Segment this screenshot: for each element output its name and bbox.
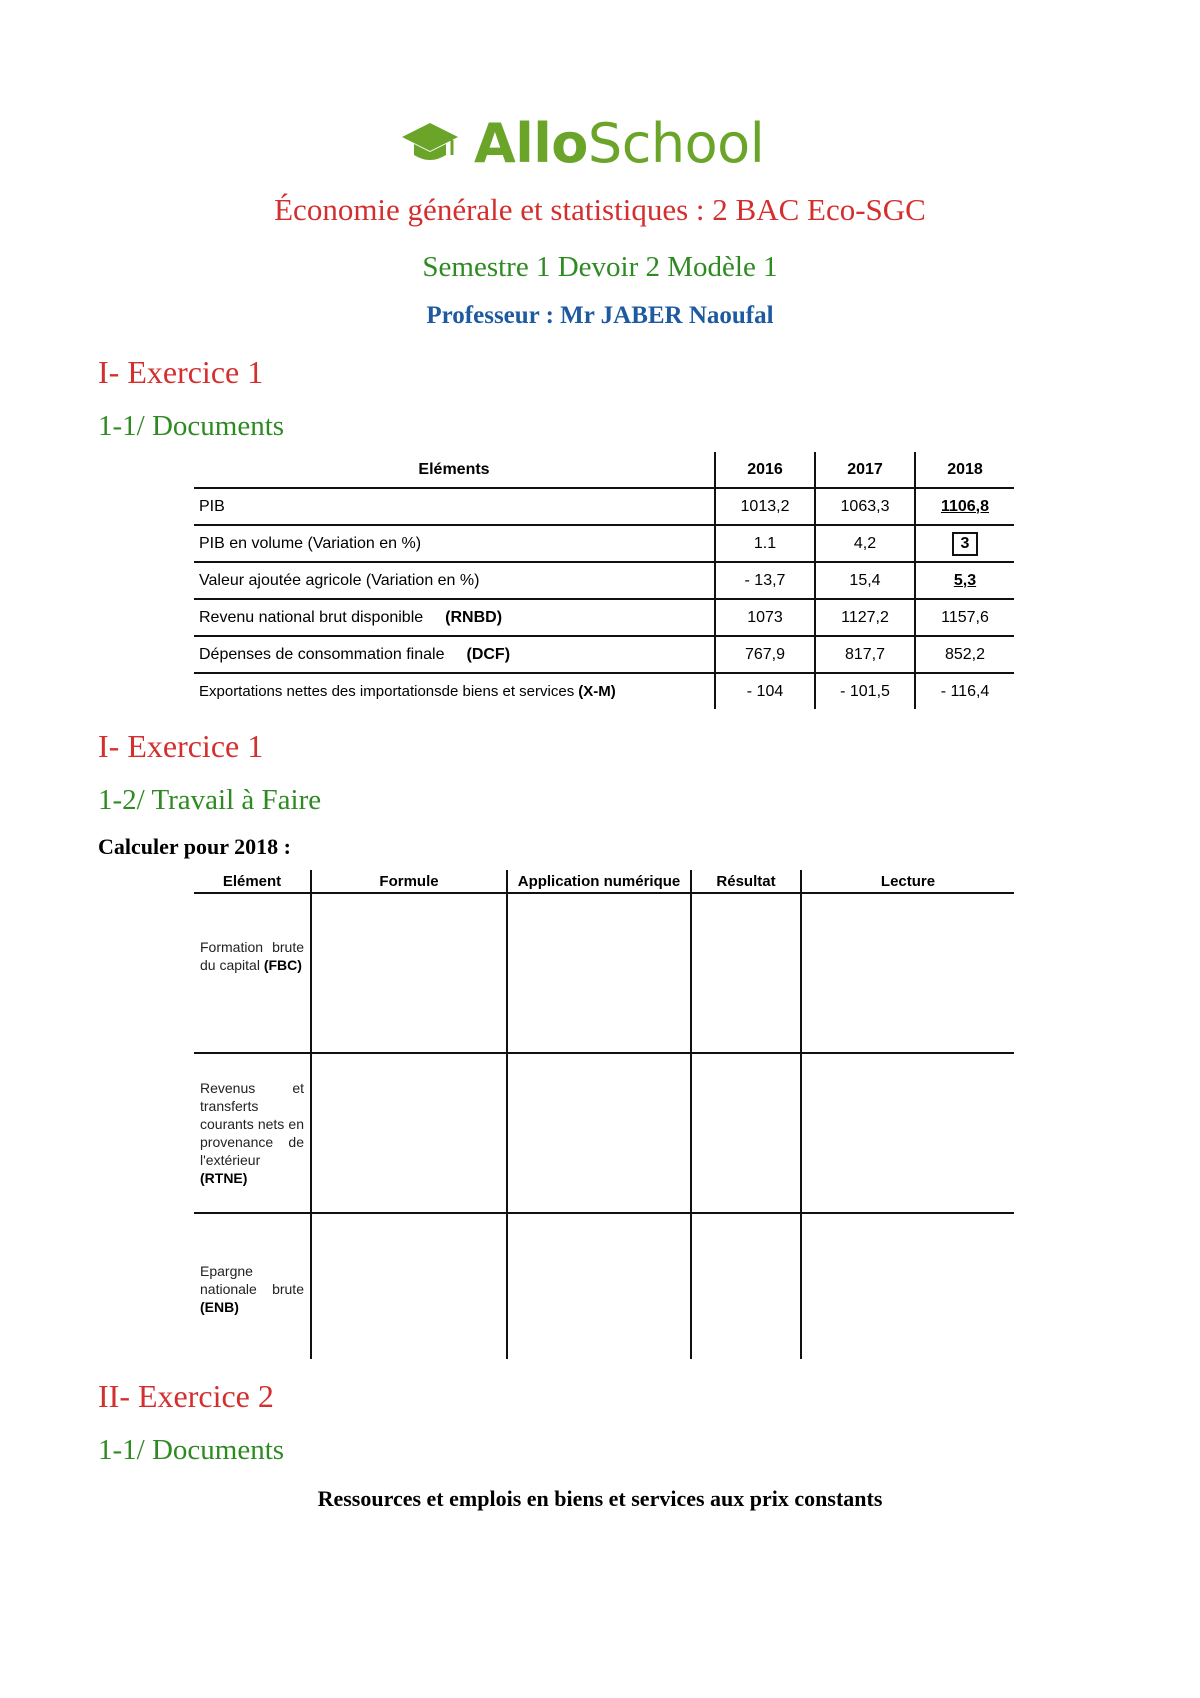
cell-value: 1013,2 <box>715 488 815 525</box>
cell-value: 767,9 <box>715 636 815 673</box>
col-header-lecture: Lecture <box>801 870 1014 893</box>
cell-value: - 116,4 <box>915 673 1014 709</box>
document-subtitle: Semestre 1 Devoir 2 Modèle 1 <box>422 251 778 283</box>
exercise-1-heading: I- Exercice 1 <box>98 354 264 390</box>
lecture-cell[interactable] <box>801 893 1014 1053</box>
cell-value: 5,3 <box>915 562 1014 599</box>
row-label: PIB en volume (Variation en %) <box>194 525 715 562</box>
document-title: Économie générale et statistiques : 2 BAC Eco-SGC <box>274 192 926 227</box>
professor-name: Professeur : Mr JABER Naoufal <box>426 302 774 329</box>
col-header-element: Elément <box>194 870 311 893</box>
documents-heading: 1-1/ Documents <box>98 410 285 442</box>
formule-cell[interactable] <box>311 1053 507 1213</box>
col-header-2018: 2018 <box>915 452 1014 488</box>
row-label: PIB <box>194 488 715 525</box>
table-row <box>194 562 1014 599</box>
economic-data-table <box>194 452 1014 709</box>
table-row <box>194 636 1014 673</box>
exercise-2-heading: II- Exercice 2 <box>98 1378 274 1414</box>
table-row <box>194 1053 1014 1213</box>
cell-value: 1127,2 <box>815 599 915 636</box>
row-label: Exportations nettes des importationsde biens et services (X-M) <box>199 683 616 700</box>
row-label: Valeur ajoutée agricole (Variation en %) <box>194 562 715 599</box>
exercise-1-heading-repeat: I- Exercice 1 <box>98 728 264 764</box>
logo-text: AlloSchool <box>474 111 765 175</box>
table-row <box>194 488 1014 525</box>
table-row <box>194 525 1014 562</box>
formule-cell[interactable] <box>311 1213 507 1359</box>
cell-value: - 13,7 <box>715 562 815 599</box>
cell-value: 15,4 <box>815 562 915 599</box>
application-cell[interactable] <box>507 1213 691 1359</box>
work-to-do-heading: 1-2/ Travail à Faire <box>98 784 322 816</box>
cell-value: - 104 <box>715 673 815 709</box>
cell-value: 1106,8 <box>915 488 1014 525</box>
resultat-cell[interactable] <box>691 1213 801 1359</box>
table-caption: Ressources et emplois en biens et services aux prix constants <box>317 1486 883 1511</box>
col-header-formule: Formule <box>311 870 507 893</box>
cell-value: 4,2 <box>815 525 915 562</box>
col-header-elements: Eléments <box>194 452 715 488</box>
cell-value: 1063,3 <box>815 488 915 525</box>
formule-cell[interactable] <box>311 893 507 1053</box>
cell-value: 817,7 <box>815 636 915 673</box>
row-label: Formation brute du capital (FBC) <box>194 893 311 1053</box>
row-label: Revenu national brut disponible (RNBD) <box>194 599 715 636</box>
instruction-text: Calculer pour 2018 : <box>98 834 291 859</box>
alloschool-logo <box>400 108 764 178</box>
application-cell[interactable] <box>507 893 691 1053</box>
row-label: Dépenses de consommation finale (DCF) <box>194 636 715 673</box>
cell-value: - 101,5 <box>815 673 915 709</box>
documents-heading-2: 1-1/ Documents <box>98 1434 285 1466</box>
application-cell[interactable] <box>507 1053 691 1213</box>
graduation-cap-icon <box>400 119 460 167</box>
resultat-cell[interactable] <box>691 893 801 1053</box>
lecture-cell[interactable] <box>801 1213 1014 1359</box>
row-label: Revenus et transferts courants nets en provenance de l'extérieur (RTNE) <box>194 1053 311 1213</box>
table-row <box>194 673 1014 709</box>
col-header-resultat: Résultat <box>691 870 801 893</box>
cell-value: 3 <box>915 525 1014 562</box>
table-row <box>194 1213 1014 1359</box>
col-header-2017: 2017 <box>815 452 915 488</box>
table-header-row <box>194 452 1014 488</box>
cell-value: 1.1 <box>715 525 815 562</box>
cell-value: 1157,6 <box>915 599 1014 636</box>
table-row <box>194 893 1014 1053</box>
col-header-application: Application numérique <box>507 870 691 893</box>
resultat-cell[interactable] <box>691 1053 801 1213</box>
table-header-row <box>194 870 1014 893</box>
table-row <box>194 599 1014 636</box>
cell-value: 1073 <box>715 599 815 636</box>
lecture-cell[interactable] <box>801 1053 1014 1213</box>
row-label: Epargne nationale brute (ENB) <box>200 1263 304 1315</box>
cell-value: 852,2 <box>915 636 1014 673</box>
col-header-2016: 2016 <box>715 452 815 488</box>
work-table <box>194 870 1014 1359</box>
